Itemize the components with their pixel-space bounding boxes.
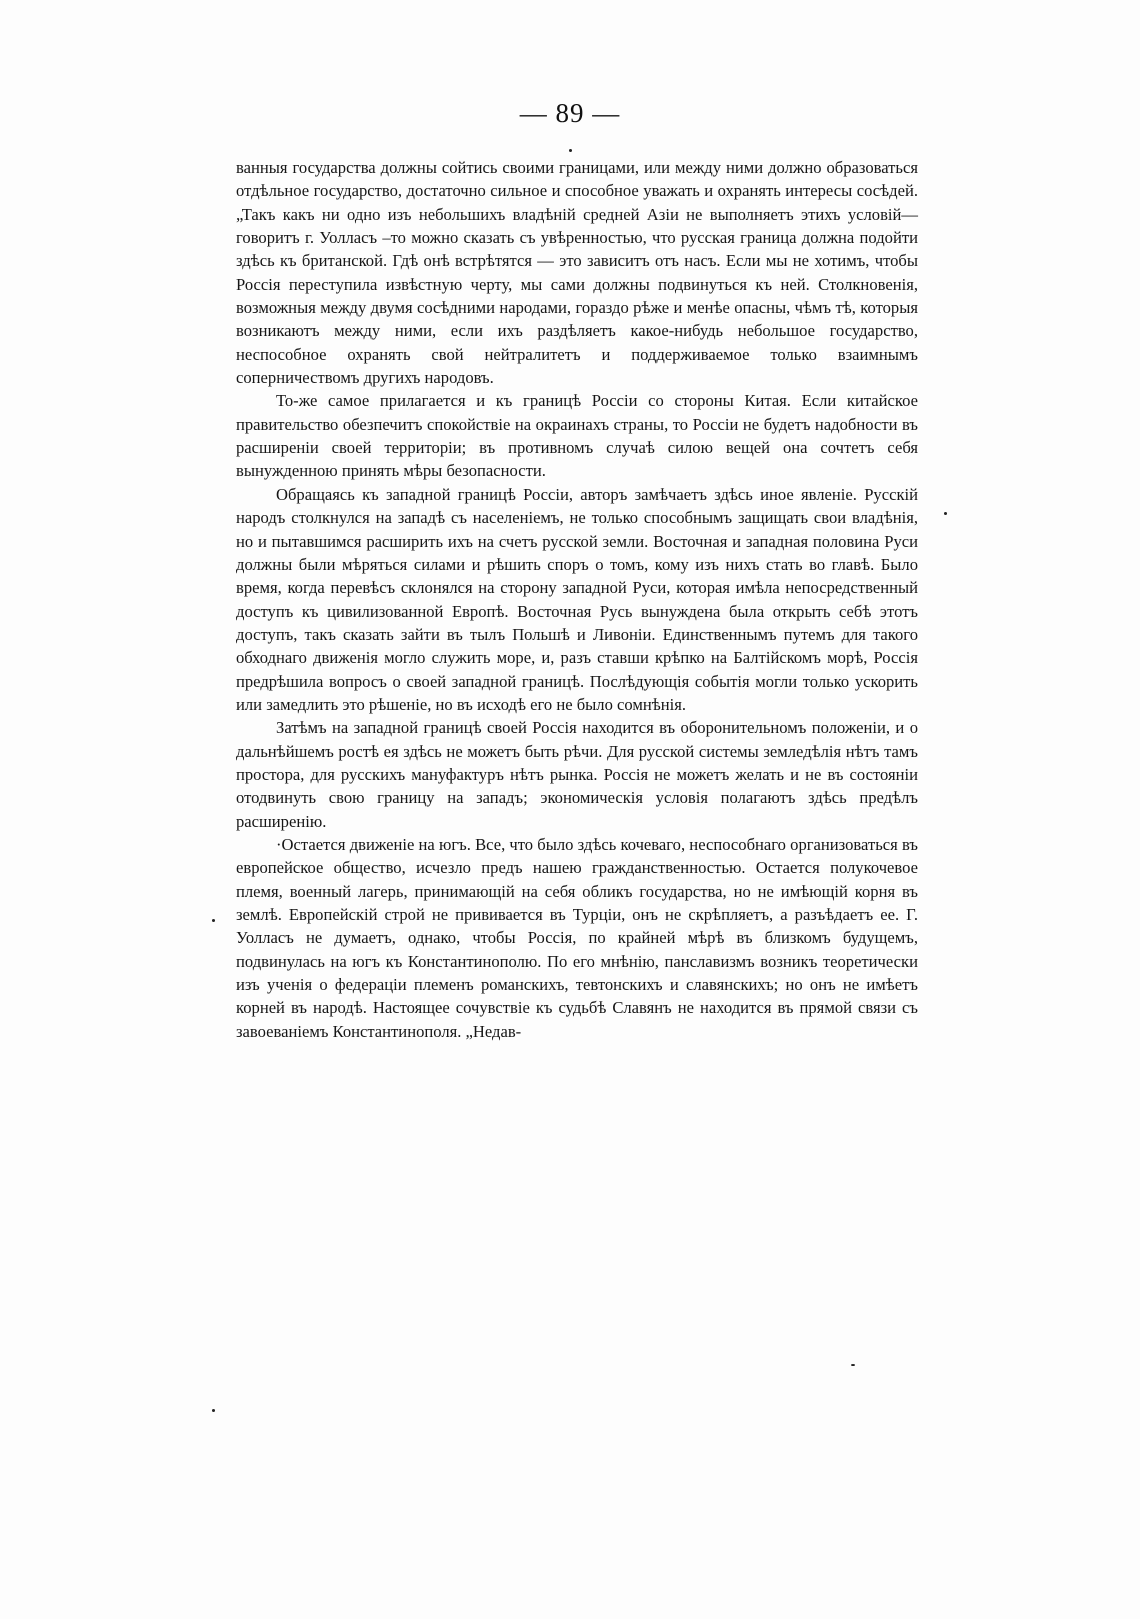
paragraph-5: ·Остается движеніе на югъ. Все, что было здѣсь кочеваго, неспособнаго организоваться въ европейское общество, исчезло предъ нашею гражданственностью. Остается полукочевое племя, военный лагерь, принимающій на себя обликъ государства, но не имѣющій корня въ землѣ. Европейскій строй не прививается въ Турціи, онъ не скрѣпляетъ, а разъѣдаетъ ее. Г. Уолласъ не думаетъ, однако, чтобы Россія, по крайней мѣрѣ въ близкомъ будущемъ, подвинулась на югъ къ Константинополю. По его мнѣнію, панславизмъ возникъ теоретически изъ ученія о федераціи племенъ романскихъ, тевтонскихъ и славянскихъ; но онъ не имѣетъ корней въ народѣ. Настоящее сочувствіе къ судьбѣ Славянъ не находится въ прямой связи съ завоеваніемъ Константинополя. „Недав- [236, 834, 918, 1041]
body-text [236, 156, 918, 1043]
paragraph-3: Обращаясь къ западной границѣ Россіи, авторъ замѣчаетъ здѣсь иное явленіе. Русскій народъ столкнулся на западѣ съ населеніемъ, не только способнымъ защищать свои владѣнія, но и пытавшимся расширить ихъ на счетъ русской земли. Восточная и западная половина Руси должны были мѣряться силами и рѣшить споръ о томъ, кому изъ нихъ стать во главѣ. Было время, когда перевѣсъ склонялся на сторону западной Руси, которая имѣла непосредственный доступъ къ цивилизованной Европѣ. Восточная Русь вынуждена была открыть себѣ этотъ доступъ, такъ сказать зайти въ тылъ Польшѣ и Ливоніи. Единственнымъ путемъ для такого обходнаго движенія могло служить море, и, разъ ставши крѣпко на Балтійскомъ морѣ, Россія предрѣшила вопросъ о своей западной границѣ. Послѣдующія событія могли только ускорить или замедлить это рѣшеніе, но въ исходѣ его не было сомнѣнія. [236, 484, 918, 714]
page-number: — 89 — [519, 98, 621, 128]
print-speck [212, 919, 215, 922]
paragraph-2: То-же самое прилагается и къ границѣ Россіи со стороны Китая. Если китайское правительство обезпечитъ спокойствіе на окраинахъ страны, то Россіи не будетъ надобности въ расширеніи своей территоріи; въ противномъ случаѣ силою вещей она сочтетъ себя вынужденною принять мѣры безопасности. [236, 391, 918, 481]
print-speck [212, 1409, 215, 1412]
paragraph-1: ванныя государства должны сойтись своими границами, или между ними должно образоваться отдѣльное государство, достаточно сильное и способное уважать и охранять интересы сосѣдей. „Такъ какъ ни одно изъ небольшихъ владѣній средней Азіи не выполняетъ этихъ условій— говоритъ г. Уолласъ –то можно сказать съ увѣренностью, что русская граница должна подойти здѣсь къ британской. Гдѣ онѣ встрѣтятся — это зависитъ отъ насъ. Если мы не хотимъ, чтобы Россія переступила извѣстную черту, мы сами должны подвинуться къ ней. Столкновенія, возможныя между двумя сосѣдними народами, гораздо рѣже и менѣе опасны, чѣмъ тѣ, которыя возникаютъ между ними, если ихъ раздѣляетъ какое-нибудь небольшое государство, неспособное охранять свой нейтралитетъ и поддерживаемое только взаимнымъ соперничествомъ другихъ народовъ. [236, 158, 918, 388]
print-speck [851, 1364, 855, 1366]
paragraph-4: Затѣмъ на западной границѣ своей Россія находится въ оборонительномъ положеніи, и о дальнѣйшемъ ростѣ ея здѣсь не можетъ быть рѣчи. Для русской системы земледѣлія нѣтъ тамъ простора, для русскихъ мануфактуръ нѣтъ рынка. Россія не можетъ желать и не въ состояніи отодвинуть свою границу на западъ; экономическія условія полагаютъ здѣсь предѣлъ расширенію. [236, 718, 918, 831]
print-speck [944, 512, 947, 515]
print-speck [569, 149, 572, 152]
